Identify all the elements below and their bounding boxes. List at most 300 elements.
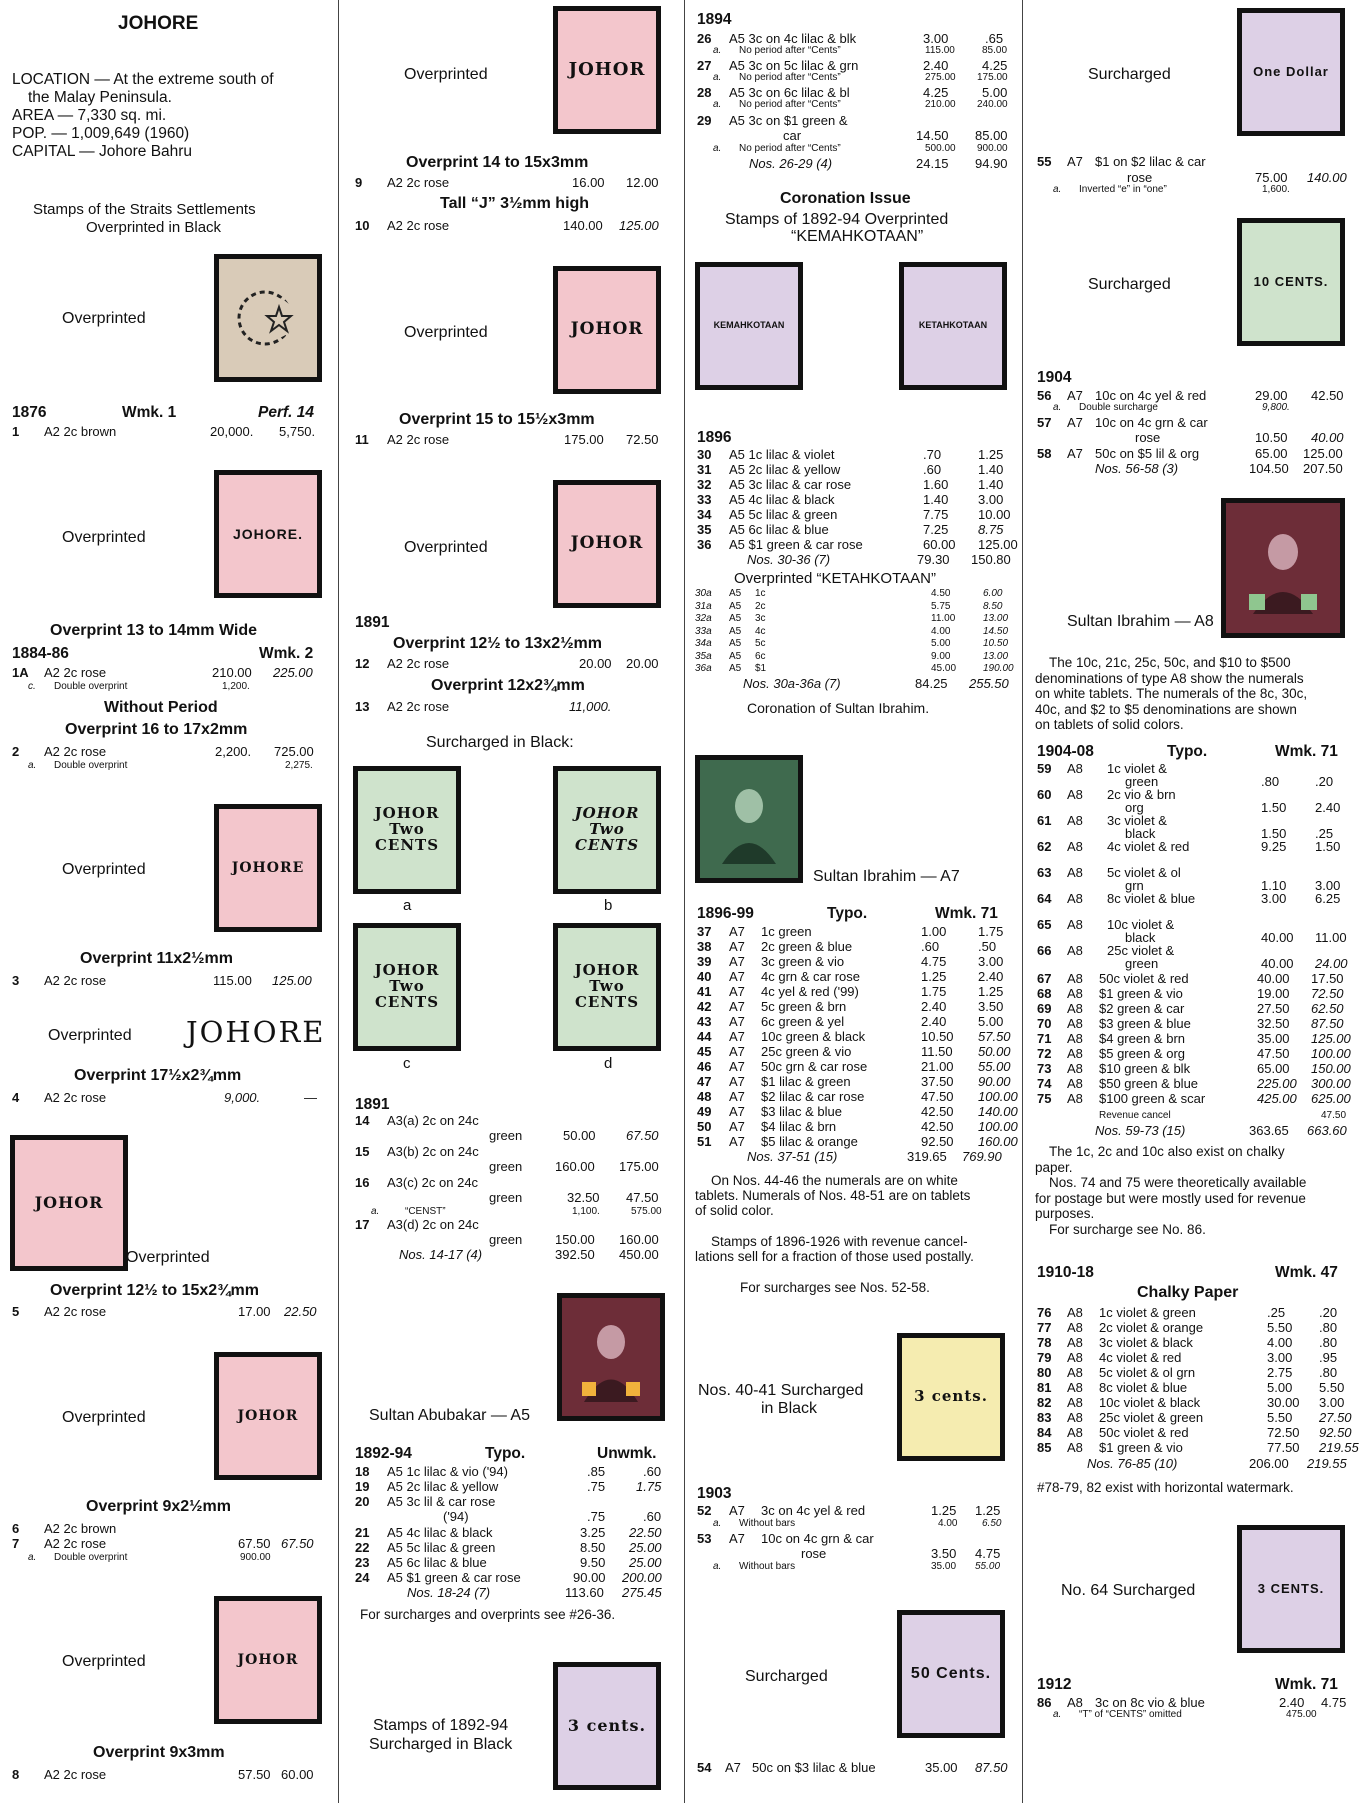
figure-label: d	[604, 1055, 613, 1072]
price-used: —	[304, 1090, 317, 1105]
description-cont: rose	[1135, 430, 1161, 445]
overprint-text: JOHOR Two CENTS	[374, 804, 440, 854]
stamp-image	[214, 470, 322, 598]
price-used: 12.00	[626, 175, 659, 190]
price-used: 87.50	[1311, 1016, 1344, 1031]
description: A5 2c lilac & yellow	[729, 462, 841, 477]
price-used: 5.50	[1319, 1380, 1345, 1395]
description: A2 2c rose	[44, 973, 107, 988]
price-used: 20.00	[626, 656, 659, 671]
stamp-image	[553, 480, 661, 608]
note-line: denominations of type A8 show the numerals	[1035, 670, 1304, 686]
surcharge-heading: Surcharged in Black:	[426, 734, 574, 751]
stamp-listing	[1023, 866, 1360, 892]
price-used: .20	[1319, 1305, 1338, 1320]
stamp-listing	[1023, 788, 1360, 814]
variety-listing	[1023, 403, 1360, 415]
price-used: 10.00	[978, 507, 1011, 522]
price-used: 67.50	[626, 1128, 659, 1143]
description: 8c violet & blue	[1107, 891, 1196, 906]
description-cont: car	[783, 128, 802, 143]
type: A8	[1067, 839, 1083, 854]
price-unused: 16.00	[572, 175, 605, 190]
stamp-listing	[1023, 1017, 1360, 1032]
stamp-listing	[685, 1000, 1022, 1015]
subtotal-line	[1023, 462, 1360, 477]
note-line: on white tablets. The numerals of the 8c, 30c,	[1035, 686, 1308, 701]
price-used: 85.00	[982, 45, 1008, 56]
overprint-text: 3 cents.	[567, 1715, 647, 1735]
price-unused: 32.50	[1257, 1016, 1290, 1031]
stamp-listing	[339, 1218, 684, 1250]
description: A5 3c lil & car rose	[387, 1494, 496, 1509]
description: 6c green & yel	[761, 1014, 845, 1029]
stamp-listing	[339, 1556, 684, 1571]
variety-listing	[0, 682, 338, 694]
price-used: 94.90	[975, 156, 1008, 171]
column-1	[0, 0, 338, 1803]
type: A8	[1067, 986, 1083, 1001]
stamp-listing	[339, 1510, 684, 1525]
price-used: 150.80	[971, 552, 1011, 567]
cat-number: 65	[1037, 917, 1052, 932]
surcharge-heading: Surcharged	[1088, 66, 1171, 83]
cat-number: 85	[1037, 1440, 1052, 1455]
price-unused: 1.00	[921, 924, 947, 939]
description: 3c green & vio	[761, 954, 845, 969]
description: 4c grn & car rose	[761, 969, 860, 984]
description: A5 3c lilac & car rose	[729, 477, 852, 492]
cat-number: 74	[1037, 1076, 1052, 1091]
cat-number: 18	[355, 1464, 370, 1479]
price-used: 90.00	[978, 1074, 1011, 1089]
variety-letter: a.	[713, 99, 722, 110]
price-unused: 3.00	[1267, 1350, 1293, 1365]
cat-number: 44	[697, 1029, 712, 1044]
price-unused: .75	[587, 1509, 606, 1524]
price-used: 57.50	[978, 1029, 1011, 1044]
stamp-listing	[339, 1571, 684, 1586]
variety-listing	[685, 1519, 1022, 1531]
watermark-label: Wmk. 71	[935, 905, 998, 922]
price-used: 225.00	[273, 665, 313, 680]
description: A2 2c rose	[44, 665, 107, 680]
description-cont: green	[489, 1128, 523, 1143]
stamp-image	[1237, 1525, 1345, 1653]
price-used: .20	[1315, 774, 1334, 789]
price-used: 6.00	[983, 588, 1003, 599]
type: A8	[1067, 865, 1083, 880]
price-used: 72.50	[1311, 986, 1344, 1001]
stamp-listing	[1023, 1426, 1360, 1441]
description: 1c green	[761, 924, 812, 939]
stamp-listing	[685, 508, 1022, 523]
type: A7	[1067, 154, 1083, 169]
price-used: 275.45	[622, 1585, 662, 1600]
note-block	[1035, 1145, 1355, 1240]
subtotal-line	[685, 553, 1022, 568]
overprint-text: One Dollar	[1253, 64, 1329, 80]
price-used: 125.00	[619, 218, 659, 233]
overprint-sample: JOHORE	[186, 1015, 326, 1049]
cat-number: 19	[355, 1479, 370, 1494]
price-unused: 1.50	[1261, 826, 1287, 841]
note-line: 40c, and $2 to $5 denominations are shown	[1035, 701, 1297, 717]
cat-number: 7	[12, 1536, 20, 1551]
denomination: $1	[755, 663, 767, 674]
denomination: 4c	[755, 625, 766, 637]
stamp-listing	[1023, 447, 1360, 462]
description: 3c violet &	[1107, 813, 1167, 828]
overprinted-label: Overprinted	[404, 324, 488, 341]
price-used: 207.50	[1303, 461, 1343, 476]
overprint-text: JOHOR	[570, 533, 644, 554]
stamp-listing	[1023, 1381, 1360, 1396]
cat-number: 12	[355, 656, 370, 671]
stamp-listing	[1023, 1351, 1360, 1366]
price-used: 85.00	[975, 128, 1008, 143]
description-cont: green	[489, 1232, 523, 1247]
portrait-icon	[1243, 518, 1323, 618]
price-unused: 319.65	[907, 1149, 947, 1164]
cat-number: 36	[697, 537, 712, 552]
intro-line: Stamps of the Straits Settlements	[33, 201, 256, 218]
note: Coronation of Sultan Ibrahim.	[747, 700, 930, 716]
cat-number: 32a	[695, 613, 712, 624]
subtotal-line	[339, 1248, 684, 1264]
cat-number: 41	[697, 984, 712, 999]
stamp-listing	[339, 657, 684, 673]
type: A8	[1067, 1091, 1083, 1106]
price-unused: .70	[923, 447, 942, 462]
cat-number: 84	[1037, 1425, 1052, 1440]
type: A7	[729, 969, 745, 984]
portrait-icon	[714, 774, 784, 864]
type: A7	[1067, 388, 1083, 403]
stamp-listing	[339, 1114, 684, 1146]
cat-number: 20	[355, 1494, 370, 1509]
perf-label: Perf. 14	[258, 404, 315, 421]
price-used: 1.25	[978, 447, 1004, 462]
cat-number: 66	[1037, 943, 1052, 958]
price-unused: 3.25	[580, 1525, 606, 1540]
figure-caption: Sultan Abubakar — A5	[369, 1407, 530, 1424]
variety-letter: a.	[1053, 184, 1062, 195]
type: A8	[1067, 1016, 1083, 1031]
note: lations sell for a fraction of those used postally.	[695, 1249, 974, 1264]
price-unused: 275.00	[925, 72, 956, 83]
location-line-2: the Malay Peninsula.	[28, 89, 172, 106]
cat-number: 72	[1037, 1046, 1052, 1061]
description: 50c on $5 lil & org	[1095, 446, 1200, 461]
price-unused: 47.50	[1257, 1046, 1290, 1061]
figure-label: c	[403, 1055, 411, 1072]
description: 8c violet & blue	[1099, 1380, 1188, 1395]
section-heading: Overprint 17½x2¾mm	[74, 1067, 242, 1084]
description: $1 green & vio	[1099, 986, 1183, 1001]
subtotal-label: Nos. 37-51 (15)	[747, 1149, 838, 1164]
price-used: 42.50	[1311, 388, 1344, 403]
description: A3(c) 2c on 24c	[387, 1175, 479, 1190]
description: $2 lilac & car rose	[761, 1089, 865, 1104]
price-used: 27.50	[1319, 1410, 1352, 1425]
cat-number: 29	[697, 113, 712, 128]
cat-number: 54	[697, 1760, 712, 1775]
price-unused: 11.50	[921, 1044, 953, 1059]
price-unused: 2,275.	[285, 760, 313, 771]
description: 25c green & vio	[761, 1044, 852, 1059]
cat-number: 30	[697, 447, 712, 462]
price-used: 240.00	[977, 99, 1008, 110]
price-used: 5.00	[978, 1014, 1004, 1029]
description: A5 2c lilac & yellow	[387, 1479, 499, 1494]
description: Double overprint	[54, 681, 128, 692]
stamp-image	[695, 262, 803, 390]
type: A5	[729, 663, 742, 674]
watermark-label: Wmk. 71	[1275, 743, 1338, 760]
year-heading: 1891	[355, 614, 390, 631]
section-heading: Overprint 15 to 15½x3mm	[399, 411, 595, 428]
portrait-icon	[576, 1312, 646, 1402]
note-line: For surcharge see No. 86.	[1049, 1221, 1206, 1237]
price-used: 100.00	[978, 1089, 1018, 1104]
price-used: 3.00	[1319, 1395, 1345, 1410]
denomination: 5c	[755, 638, 766, 649]
price-unused: .60	[923, 462, 942, 477]
price-used: 125.00	[1303, 446, 1343, 461]
stamp-listing	[339, 1465, 684, 1480]
price-unused: 4.00	[938, 1518, 958, 1529]
intro-line-2: Overprinted in Black	[86, 219, 222, 236]
section-heading: Overprint 16 to 17x2mm	[65, 721, 248, 738]
stamp-listing	[685, 1045, 1022, 1060]
description: “CENST”	[405, 1206, 446, 1217]
price-used: 4.25	[982, 58, 1008, 73]
description: Double surcharge	[1079, 402, 1158, 413]
surcharge-heading-2: Surcharged in Black	[369, 1736, 513, 1753]
price-unused: 160.00	[555, 1159, 595, 1174]
stamp-listing	[1023, 1032, 1360, 1047]
price-unused: 67.50	[238, 1536, 271, 1551]
stamp-listing	[1023, 389, 1360, 404]
stamp-listing	[1023, 814, 1360, 840]
surcharge-heading: No. 64 Surcharged	[1061, 1582, 1196, 1599]
cat-number: 33	[697, 492, 712, 507]
overprinted-label: Overprinted	[404, 539, 488, 556]
price-unused: 2.75	[1267, 1365, 1293, 1380]
typo-label: Typo.	[827, 905, 868, 922]
stamp-listing	[685, 1761, 1022, 1776]
price-used: 725.00	[274, 744, 314, 759]
price-used: .65	[985, 31, 1004, 46]
overprint-text: KETAHKOTAAN	[918, 320, 988, 331]
price-unused: 8.50	[580, 1540, 606, 1555]
watermark-label: Wmk. 47	[1275, 1264, 1338, 1281]
price-unused: 14.50	[916, 128, 949, 143]
stamp-image	[1221, 498, 1345, 638]
description: A3(a) 2c on 24c	[387, 1113, 479, 1128]
cat-number: 6	[12, 1521, 20, 1536]
cat-number: 49	[697, 1104, 712, 1119]
denomination: 3c	[755, 613, 766, 624]
price-used: 100.00	[978, 1119, 1018, 1134]
description: A5 4c lilac & black	[729, 492, 835, 507]
price-used: 4.75	[1321, 1695, 1347, 1710]
figure-caption: Sultan Ibrahim — A7	[813, 868, 960, 885]
price-unused: 3.50	[931, 1546, 957, 1561]
description-cont: green	[489, 1190, 523, 1205]
cat-number: 50	[697, 1119, 712, 1134]
price-unused: 1.75	[921, 984, 947, 999]
price-used: 625.00	[1311, 1091, 1351, 1106]
stamp-listing	[685, 1120, 1022, 1135]
overprinted-label: Overprinted	[126, 1249, 210, 1266]
overprint-text: JOHORE	[231, 859, 305, 876]
price-used: 72.50	[626, 432, 659, 447]
cat-number: 11	[355, 432, 369, 447]
section-heading: Overprint 9x3mm	[93, 1744, 225, 1761]
type: A8	[1067, 1320, 1083, 1335]
description: 10c on 4c grn & car	[761, 1531, 874, 1546]
description: A5 1c lilac & vio ('94)	[387, 1464, 508, 1479]
price-unused: 1.10	[1261, 878, 1287, 893]
year-heading: 1894	[697, 11, 732, 28]
price-unused: 1.25	[921, 969, 947, 984]
cat-number: 37	[697, 924, 712, 939]
price-unused: 40.00	[1257, 971, 1290, 986]
column-3	[685, 0, 1022, 1803]
price-unused: 65.00	[1255, 446, 1288, 461]
description: 2c violet & orange	[1099, 1320, 1204, 1335]
stamp-listing	[1023, 892, 1360, 918]
cat-number: 55	[1037, 154, 1052, 169]
cat-number: 34	[697, 507, 712, 522]
stamp-image	[214, 254, 322, 382]
description: $1 green & vio	[1099, 1440, 1183, 1455]
price-used: 3.00	[1315, 878, 1341, 893]
price-used: .50	[978, 939, 997, 954]
price-used: 300.00	[1311, 1076, 1351, 1091]
stamp-image	[897, 1610, 1005, 1738]
description-cont: ('94)	[443, 1509, 469, 1524]
note: #78-79, 82 exist with horizontal watermark.	[1037, 1480, 1294, 1495]
price-unused: 2.40	[921, 1014, 947, 1029]
description: 50c on $3 lilac & blue	[752, 1760, 876, 1775]
overprinted-label: Overprinted	[62, 529, 146, 546]
description: A5 6c lilac & blue	[729, 522, 829, 537]
note-line: for postage but were mostly used for revenue	[1035, 1190, 1306, 1206]
price-used: .80	[1319, 1320, 1338, 1335]
description: A5 3c on 6c lilac & bl	[729, 85, 850, 100]
year-heading: 1903	[697, 1485, 732, 1502]
surcharge-heading: Nos. 40-41 Surcharged	[698, 1382, 864, 1399]
price-unused: 1,200.	[222, 681, 250, 692]
type: A8	[1067, 917, 1083, 932]
type: A7	[1067, 415, 1083, 430]
cat-number: 2	[12, 744, 20, 759]
price-used: 47.50	[1321, 1110, 1347, 1121]
stamp-listing	[1023, 1336, 1360, 1351]
price-unused: 9.50	[580, 1555, 606, 1570]
price-unused: 45.00	[931, 663, 957, 674]
price-used: .25	[1315, 826, 1334, 841]
type: A8	[1067, 787, 1083, 802]
type: A8	[1067, 1350, 1083, 1365]
denomination: 6c	[755, 650, 766, 662]
subtotal-line	[1023, 1457, 1360, 1472]
price-unused: 4.25	[923, 85, 949, 100]
description-cont: black	[1125, 826, 1156, 841]
stamp-listing	[685, 32, 1022, 46]
price-used: 769.90	[962, 1149, 1002, 1164]
description: A3(b) 2c on 24c	[387, 1144, 479, 1159]
stamp-image	[10, 1135, 128, 1271]
stamp-listing	[685, 925, 1022, 940]
type: A8	[1067, 943, 1083, 958]
description: 50c grn & car rose	[761, 1059, 868, 1074]
type: A8	[1067, 1001, 1083, 1016]
price-used: .60	[643, 1509, 662, 1524]
price-unused: 2.40	[923, 58, 949, 73]
description: 50c violet & red	[1099, 971, 1189, 986]
cat-number: 35	[697, 522, 712, 537]
stamp-listing	[0, 1537, 338, 1553]
description: A5 3c on 4c lilac & blk	[729, 31, 857, 46]
figure-label: a	[403, 897, 412, 914]
stamp-listing	[1023, 944, 1360, 970]
description: A3(d) 2c on 24c	[387, 1217, 479, 1232]
cat-number: 31	[697, 462, 712, 477]
watermark-label: Wmk. 1	[122, 404, 177, 421]
cat-number: 43	[697, 1014, 712, 1029]
description: Double overprint	[54, 760, 128, 771]
type: A5	[729, 638, 742, 649]
type: A8	[1067, 1410, 1083, 1425]
price-unused: 363.65	[1249, 1123, 1289, 1138]
price-unused: 210.00	[925, 99, 956, 110]
description: A5 1c lilac & violet	[729, 447, 835, 462]
cross-reference-note: For surcharges see Nos. 52-58.	[740, 1280, 930, 1295]
description: Revenue cancel	[1099, 1110, 1171, 1121]
type: A8	[1067, 1425, 1083, 1440]
price-used: 3.00	[978, 954, 1004, 969]
variety-letter: a.	[1053, 1709, 1062, 1720]
price-used: 219.55	[1307, 1456, 1347, 1471]
price-unused: 4.00	[1267, 1335, 1293, 1350]
price-unused: 392.50	[555, 1247, 595, 1262]
stamp-listing	[685, 1504, 1022, 1519]
cat-number: 39	[697, 954, 712, 969]
cat-number: 21	[355, 1525, 370, 1540]
price-used: 100.00	[1311, 1046, 1351, 1061]
price-unused: 5.50	[1267, 1320, 1293, 1335]
cat-number: 75	[1037, 1091, 1052, 1106]
cat-number: 23	[355, 1555, 370, 1570]
price-used: 10.50	[983, 638, 1009, 649]
price-unused: 900.00	[240, 1552, 271, 1563]
cat-number: 38	[697, 939, 712, 954]
overprint-text: 3 cents.	[914, 1387, 988, 1406]
type: A7	[729, 1059, 745, 1074]
cat-number: 42	[697, 999, 712, 1014]
price-unused: 65.00	[1257, 1061, 1290, 1076]
cat-number: 60	[1037, 787, 1052, 802]
price-unused: 50.00	[563, 1128, 596, 1143]
type: A8	[1067, 1395, 1083, 1410]
stamp-listing	[685, 985, 1022, 1000]
price-unused: 115.00	[213, 973, 252, 988]
description: Inverted “e” in “one”	[1079, 184, 1167, 195]
